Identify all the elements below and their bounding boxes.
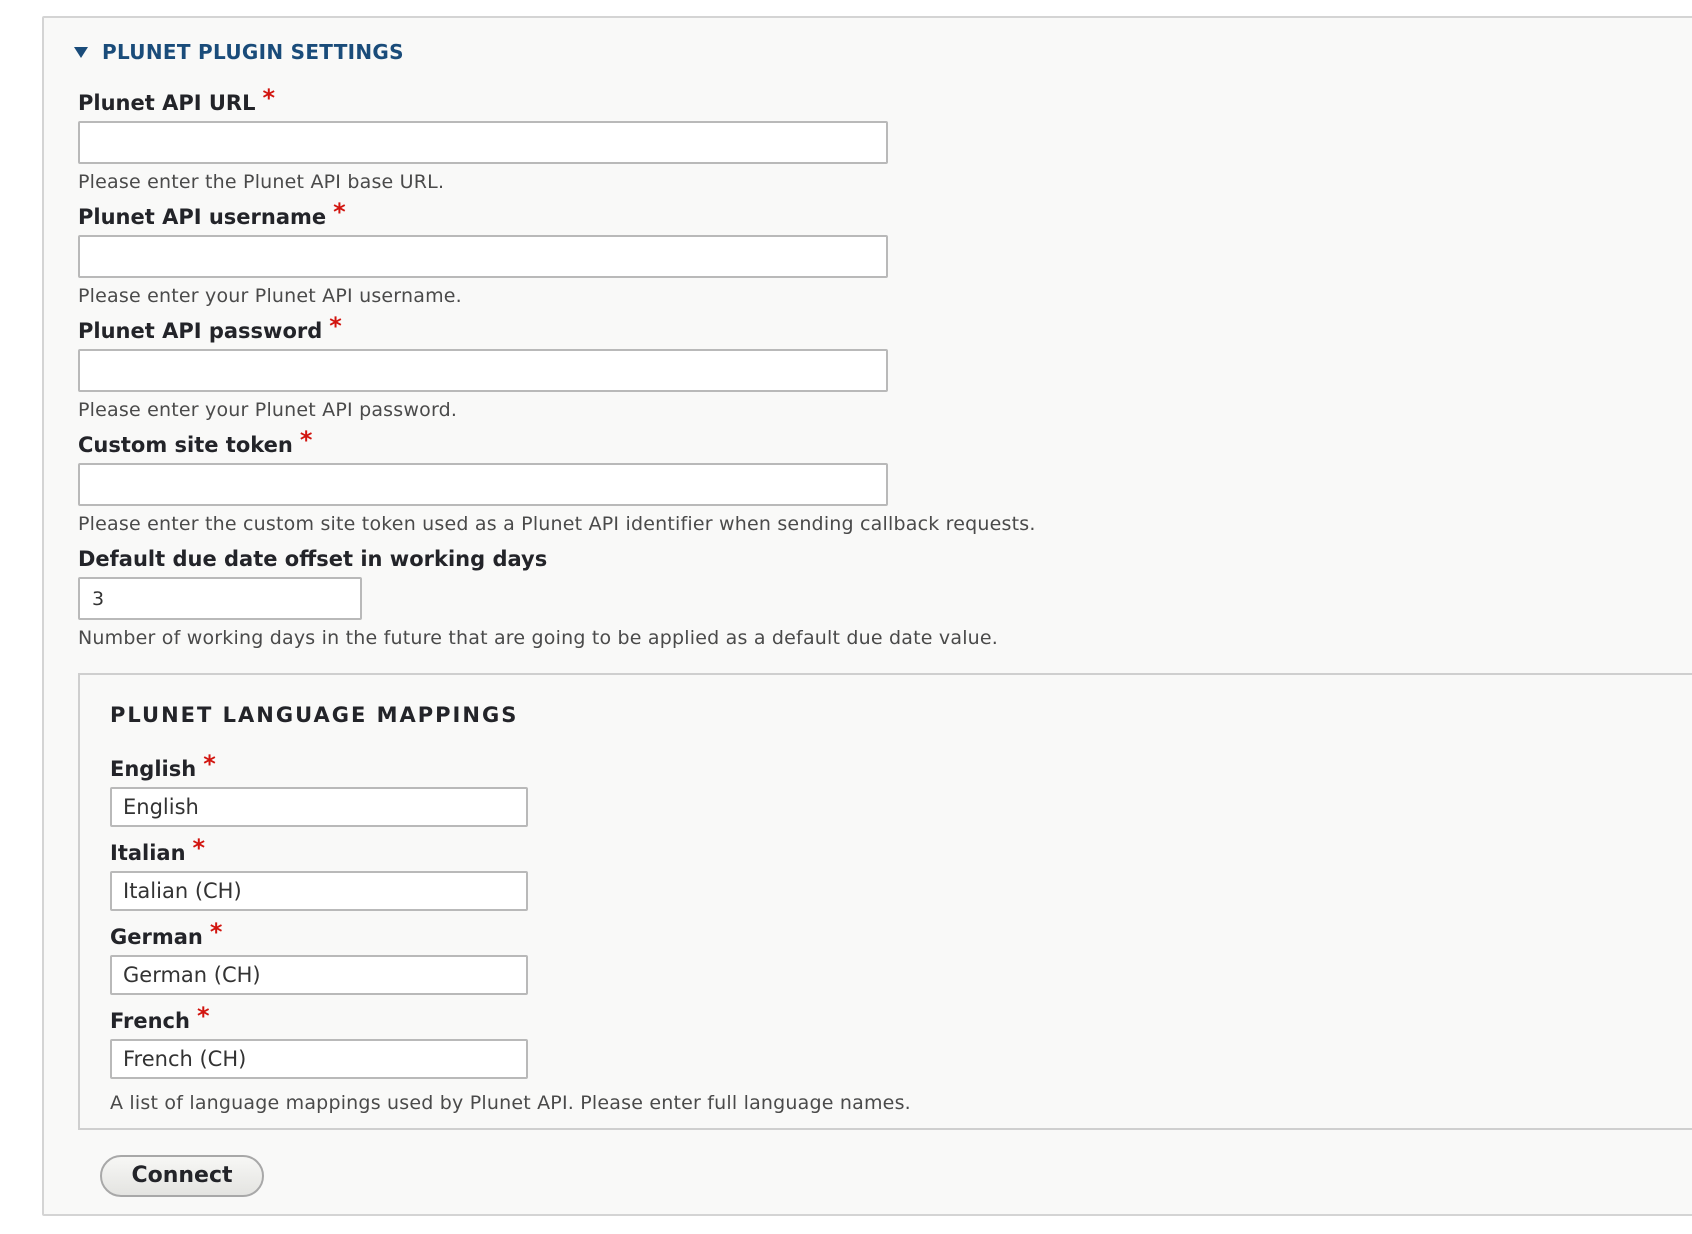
language-mapping-german [110, 918, 528, 995]
due-offset-field [78, 545, 998, 650]
language-mappings-legend: PLUNET LANGUAGE MAPPINGS [110, 703, 519, 727]
api-password-description: Please enter your Plunet API password. [78, 399, 458, 421]
language-input-english[interactable] [110, 787, 528, 827]
api-password-label: Plunet API password * [78, 312, 342, 343]
api-username-description: Please enter your Plunet API username. [78, 285, 462, 307]
api-password-field [78, 312, 888, 422]
language-label-german: German * [110, 918, 223, 949]
language-mapping-italian [110, 834, 528, 911]
api-url-field [78, 84, 888, 194]
site-token-description: Please enter the custom site token used as a Plunet API identifier when sending callback requests. [78, 513, 1036, 535]
language-label-english: English * [110, 750, 216, 781]
due-offset-input[interactable] [78, 577, 362, 620]
api-url-label: Plunet API URL * [78, 84, 276, 115]
required-marker: * [192, 834, 206, 862]
api-url-description: Please enter the Plunet API base URL. [78, 171, 445, 193]
site-token-label: Custom site token * [78, 426, 313, 457]
language-input-german[interactable] [110, 955, 528, 995]
api-username-input[interactable] [78, 235, 888, 278]
section-title: PLUNET PLUGIN SETTINGS [102, 40, 404, 64]
required-marker: * [333, 198, 346, 226]
api-url-input[interactable] [78, 121, 888, 164]
language-input-italian[interactable] [110, 871, 528, 911]
language-label-french: French * [110, 1002, 210, 1033]
language-mappings-description: A list of language mappings used by Plunet API. Please enter full language names. [110, 1092, 911, 1114]
api-password-input[interactable] [78, 349, 888, 392]
language-label-italian: Italian * [110, 834, 206, 865]
language-mapping-english [110, 750, 528, 827]
required-marker: * [209, 918, 223, 946]
due-offset-label: Default due date offset in working days [78, 547, 548, 571]
api-username-label: Plunet API username * [78, 198, 346, 229]
language-input-french[interactable] [110, 1039, 528, 1079]
plunet-plugin-settings-panel [42, 16, 1692, 1216]
due-offset-description: Number of working days in the future that are going to be applied as a default due date value. [78, 627, 999, 649]
connect-button[interactable]: Connect [100, 1155, 264, 1197]
required-marker: * [329, 312, 342, 340]
api-username-field [78, 198, 888, 308]
section-toggle[interactable] [74, 40, 404, 64]
required-marker: * [196, 1002, 210, 1030]
site-token-input[interactable] [78, 463, 888, 506]
triangle-down-icon [74, 47, 88, 58]
required-marker: * [299, 426, 313, 454]
language-mapping-french [110, 1002, 528, 1079]
language-mappings-fieldset [78, 673, 1692, 1130]
site-token-field [78, 426, 1036, 536]
required-marker: * [262, 84, 276, 112]
required-marker: * [203, 750, 216, 778]
